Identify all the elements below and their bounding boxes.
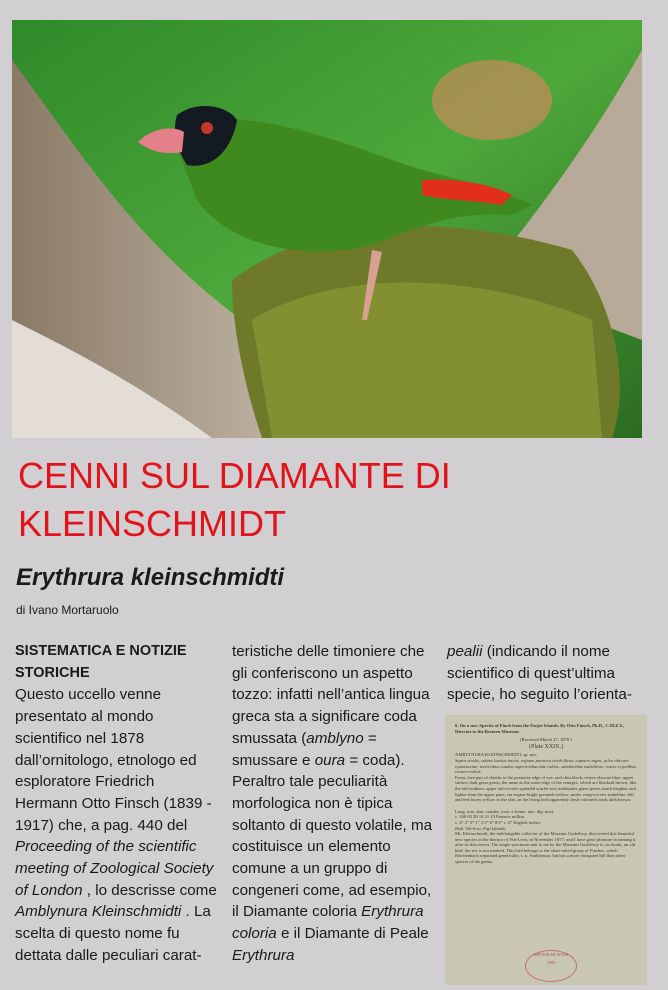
article-subtitle: Erythrura kleinschmidti — [16, 564, 285, 591]
italic-text: Erythrura — [232, 946, 295, 964]
scan-latin: Supra viridis, subtus laetius tincta; regione parotica viridi-flava; capistro nigro; pileo obscure cyanescente; tectricibus caudae superioribus late rubris; subalaribus isabellinis; rostro et pedibus corneo-rubris. — [455, 757, 637, 775]
scan-received: [Received March 27, 1878.] — [520, 737, 572, 743]
scan-measures-1: c. 100 63 29 14 21 15 Französ millim. — [455, 814, 526, 820]
italic-text: amblyno — [306, 729, 364, 747]
italic-text: Amblynura Kleinschmidti — [15, 903, 182, 921]
scan-heading: 6. On a new Species of Finch from the Feejee Islands. By Otto Finsch, Ph.D., C.M.Z.S., Director to the Bremen Museum. — [455, 723, 625, 734]
text-column-2 — [232, 641, 437, 967]
historical-document-scan — [445, 715, 647, 985]
section-heading: SISTEMATICA E NOTIZIE STORICHE — [15, 643, 187, 681]
scan-plate: (Plate XXIX.) — [529, 743, 563, 750]
body-text: teristiche delle timoniere che gli conferiscono un aspetto tozzo: infatti nell’antica lingua greca sta a significare coda smussata ( — [232, 643, 430, 747]
text-column-1 — [15, 641, 220, 967]
bird-photo — [12, 20, 642, 438]
body-text: e il Diamante di Peale — [276, 925, 429, 943]
body-text: . La scelta di questo nome fu dettata dalle peculiari carat- — [15, 903, 211, 964]
body-text: Questo uccello venne presentato al mondo scientifico nel 1878 dall’ornitologo, etnologo ed esploratore Friedrich Hermann Otto Finsch (1839 - 1917) che, a pag. 440 del — [15, 686, 212, 834]
body-text: , lo descrisse come — [82, 881, 217, 899]
scan-measures-head: Long. tota. alae. caudae. rostr. a fronte. tars. dig. med. — [455, 808, 554, 814]
scan-species: AMBLYNURA KLEINSCHMIDTI, sp. nov. — [455, 752, 538, 758]
italic-text: Erythrura coloria — [232, 903, 424, 943]
article-title: CENNI SUL DIAMANTE DI KLEINSCHMIDT — [18, 455, 451, 544]
italic-text: oura — [314, 751, 346, 769]
body-text: = coda). Peraltro tale peculiarità morfologica non è tipica soltanto di questo volatile, ma costituisce un elemento comune a un gruppo di congeneri come, ad esempio, il Diamante coloria — [232, 751, 433, 921]
italic-text: pealii — [447, 643, 483, 660]
body-text: = smussare e — [232, 729, 377, 769]
museum-stamp: BRITISH MUSEUM 2000 — [525, 950, 577, 982]
body-text: (indicando il nome scientifico di quest’ultima specie, ho seguito l’orienta- — [447, 643, 632, 704]
italic-text: Proceeding of the scientific meeting of Zoological Society of London — [15, 838, 214, 899]
scan-description: Front, fore part of cheeks to the posterior edge of eye, and chin black; vertex obscure blue; upper surface dark grass green, the same as the outer edge of the remiges, which are blackish brown, like the tail-feathers; upper tail-coverts splendid scarlet-red; underparts grass-green, much brighter and lighter than the upper parts, ear-region bright greenish-yellow; under wing-coverts isabelline; bill and feet horny yellow in the skin, in the living bird apparently flesh-coloured, nails dark brown. — [455, 774, 637, 803]
scan-note: Mr. Kleinschmidt, the indefatigable collector of the Museum Godeffroy, discovered this beautiful new species in the interior of Viti-Levu, in November 1877; and I have great pleasure in naming it after its discoverer. The single specimen sent to me by the Museum Godeffroy is, no doubt, an old bird: the sex is not marked. This bird belongs to the short-tailed group of Finches, which Reichenbach separated generically, s. n. Amblynura, but has a more elongated bill than other species of the genus. — [455, 831, 636, 865]
scan-hab: Hab. Viti-levu, Figi Islands. — [455, 825, 507, 831]
scan-measures-2: c. 4″ 2″ 5‴ 1″ 1½‴ 6‴ 8½‴ c. 6‴ English inches. — [455, 819, 542, 825]
byline: di Ivano Mortaruolo — [16, 603, 119, 617]
text-column-3 — [447, 641, 652, 706]
